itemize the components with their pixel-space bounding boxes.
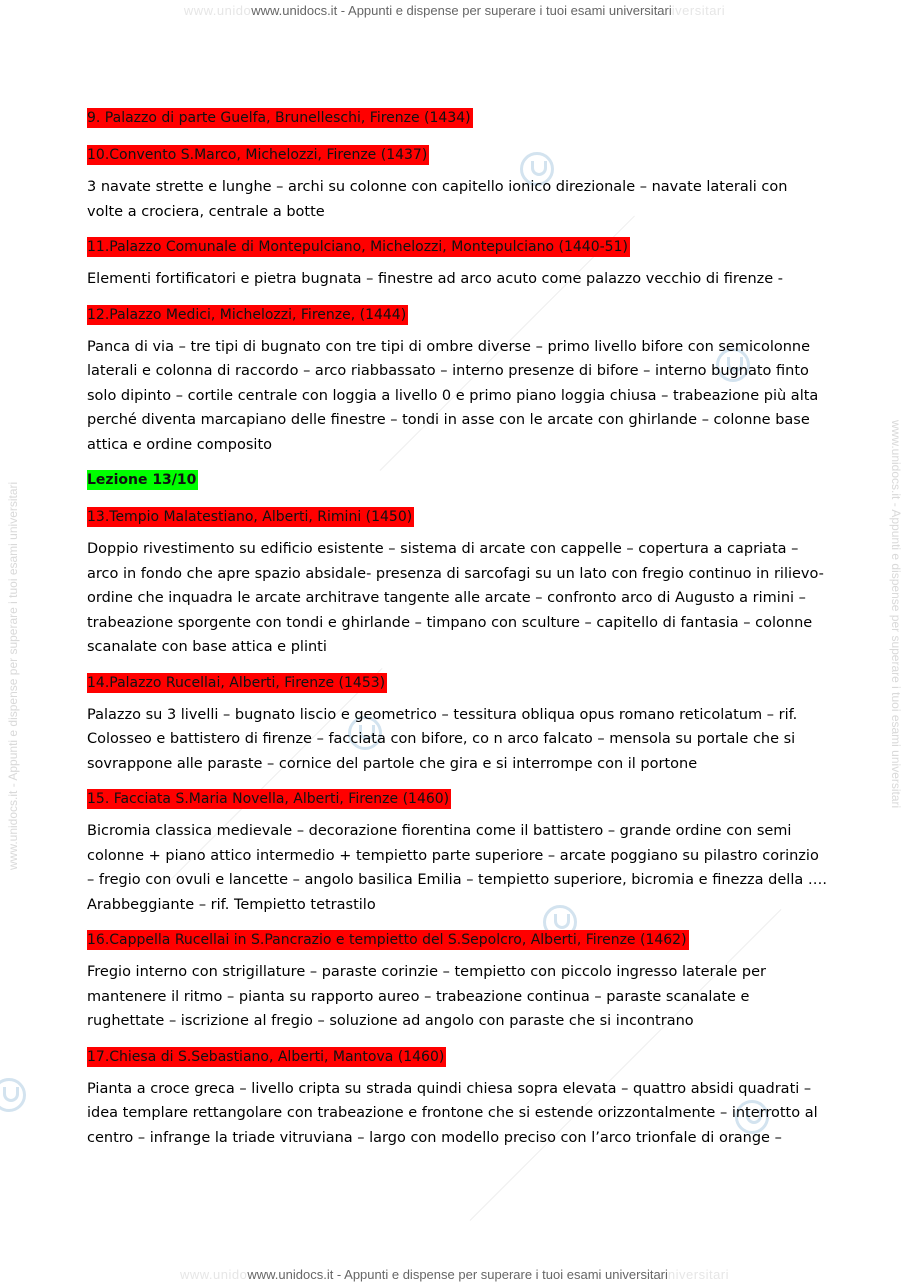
- watermark-left: www.unidocs.it - Appunti e dispense per superare i tuoi esami universitari: [6, 481, 20, 870]
- watermark-top-text: www.unidocs.it - Appunti e dispense per superare i tuoi esami universitari: [251, 3, 672, 18]
- section-heading: 11.Palazzo Comunale di Montepulciano, Michelozzi, Montepulciano (1440-51): [87, 239, 628, 255]
- watermark-bottom-text: www.unidocs.it - Appunti e dispense per superare i tuoi esami universitari: [247, 1267, 668, 1282]
- section-heading: 15. Facciata S.Maria Novella, Alberti, Firenze (1460): [87, 791, 450, 807]
- section-13: [87, 506, 827, 527]
- lesson-block: [87, 469, 827, 490]
- section-heading: 16.Cappella Rucellai in S.Pancrazio e tempietto del S.Sepolcro, Alberti, Firenze (1462): [87, 932, 687, 948]
- section-text: Doppio rivestimento su edificio esistente – sistema di arcate con cappelle – copertura a capriata – arco in fondo che apre spazio absidale- presenza di sarcofagi su un lato con fregio continuo in rilievo- ordine che inquadra le arcate architrave tangente alle arcate – confronto arco di Augusto a rimini – trabeazione sporgente con tondi e ghirlande – timpano con sculture – capitello di fantasia – colonne scanalate con base attica e plinti: [87, 541, 824, 655]
- watermark-ghost-right: niversitari: [667, 1267, 730, 1282]
- lesson-label: Lezione 13/10: [87, 472, 197, 488]
- watermark-top: [0, 3, 909, 18]
- watermark-ghost-left: www.unido: [183, 3, 252, 18]
- section-16: [87, 929, 827, 950]
- section-15: [87, 788, 827, 809]
- section-heading: 13.Tempio Malatestiano, Alberti, Rimini (1450): [87, 509, 413, 525]
- section-text: Pianta a croce greca – livello cripta su strada quindi chiesa sopra elevata – quattro absidi quadrati – idea templare rettangolare con trabeazione e frontone che si estende orizzontalmente – interrotto al centro – infrange la triade vitruviana – largo con modello preciso con l’arco trionfale di orange –: [87, 1080, 818, 1146]
- watermark-logo-icon: [0, 1078, 26, 1112]
- watermark-ghost-right: iversitari: [671, 3, 726, 18]
- section-text: Bicromia classica medievale – decorazione fiorentina come il battistero – grande ordine con semi colonne + piano attico intermedio + tempietto parte superiore – arcate poggiano su pilastro corinzio – fregio con ovuli e lancette – angolo basilica Emilia – tempietto superiore, bicromia e finezza della …. Arabbeggiante – rif. Tempietto tetrastilo: [87, 823, 827, 913]
- section-text: Panca di via – tre tipi di bugnato con tre tipi di ombre diverse – primo livello bifore con semicolonne laterali e colonna di raccordo – arco riabbassato – interno presenze di bifore – interno bugnato finto solo dipinto – cortile centrale con loggia a livello 0 e primo piano loggia chiusa – trabeazione più alta perché diventa marcapiano delle finestre – tondi in asse con le arcate con ghirlande – colonne base attica e ordine composito: [87, 338, 819, 453]
- section-12: [87, 304, 827, 325]
- section-heading: 9. Palazzo di parte Guelfa, Brunelleschi, Firenze (1434): [87, 110, 471, 126]
- section-text: Fregio interno con strigillature – paraste corinzie – tempietto con piccolo ingresso laterale per mantenere il ritmo – pianta su rapporto aureo – trabeazione continua – paraste scanalate e rughettate – iscrizione al fregio – soluzione ad angolo con paraste che si incontrano: [87, 964, 767, 1029]
- section-17: [87, 1046, 827, 1067]
- section-text: Elementi fortificatori e pietra bugnata – finestre ad arco acuto come palazzo vecchio di firenze -: [87, 271, 784, 287]
- section-heading: 10.Convento S.Marco, Michelozzi, Firenze (1437): [87, 147, 428, 163]
- section-heading: 17.Chiesa di S.Sebastiano, Alberti, Mantova (1460): [87, 1048, 445, 1065]
- section-text: 3 navate strette e lunghe – archi su colonne con capitello ionico direzionale – navate laterali con volte a crociera, centrale a botte: [87, 179, 788, 220]
- section-11: [87, 236, 827, 257]
- watermark-ghost-left: www.unido: [179, 1267, 248, 1282]
- document-body: [87, 107, 827, 1162]
- section-heading: 14.Palazzo Rucellai, Alberti, Firenze (1453): [87, 674, 386, 691]
- section-text: Palazzo su 3 livelli – bugnato liscio e geometrico – tessitura obliqua opus romano reticolatum – rif. Colosseo e battistero di firenze – facciata con bifore, co n arco falcato – mensola su portale che si sovrappone alle paraste – cornice del partole che gira e si interrompe con il portone: [87, 706, 798, 772]
- section-heading: 12.Palazzo Medici, Michelozzi, Firenze, (1444): [87, 306, 407, 323]
- watermark-right: www.unidocs.it - Appunti e dispense per superare i tuoi esami universitari: [889, 420, 903, 809]
- section-9: [87, 107, 827, 128]
- section-14: [87, 672, 827, 693]
- watermark-bottom: [0, 1267, 909, 1282]
- section-10: [87, 144, 827, 165]
